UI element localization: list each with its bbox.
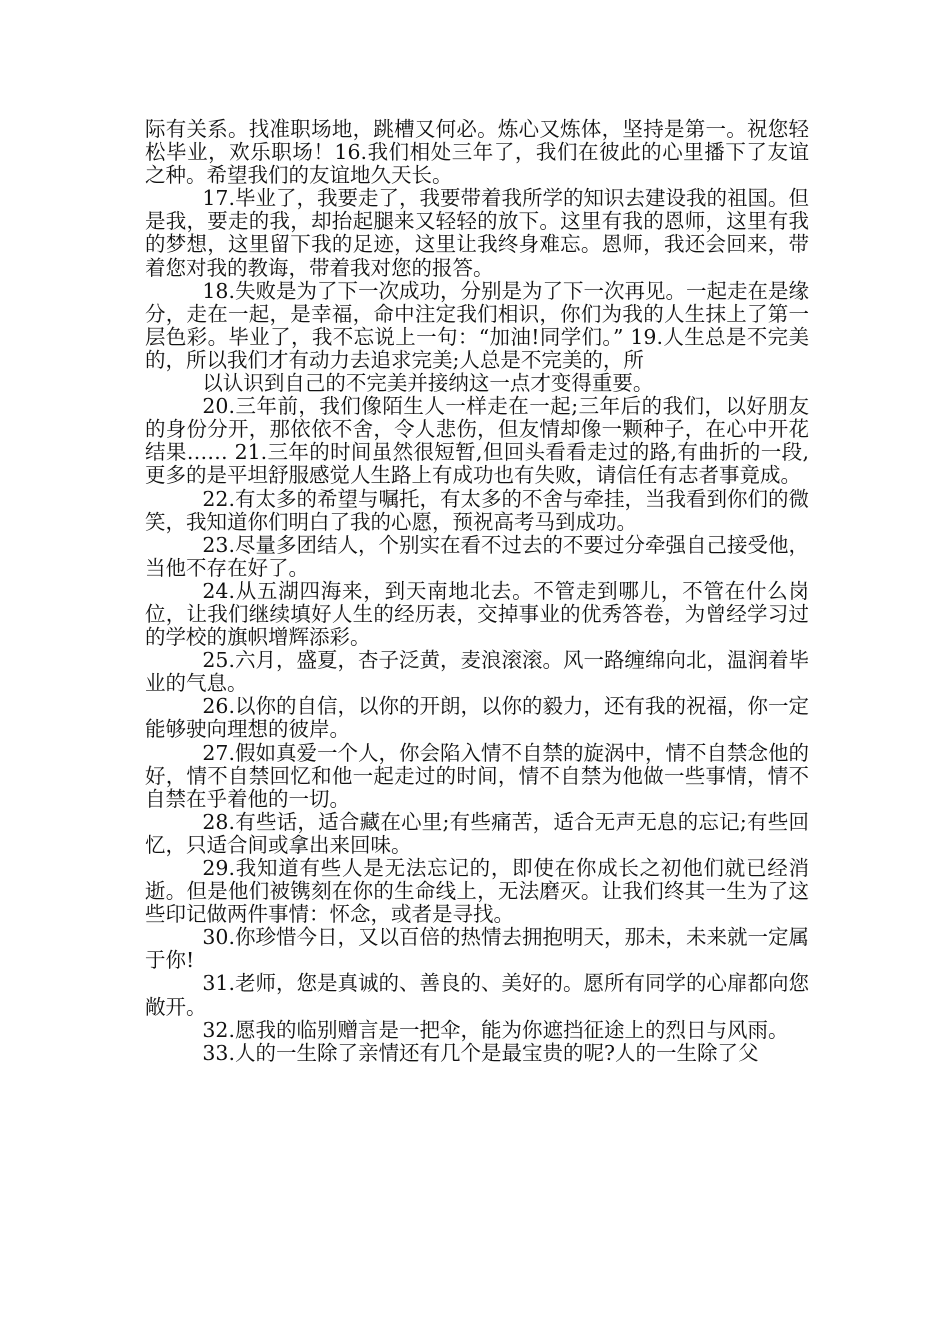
paragraph: 18.失败是为了下一次成功，分别是为了下一次再见。一起走在是缘分，走在一起，是幸福，命中注定我们相识，你们为我的人生抹上了第一层色彩。毕业了，我不忘说上一句：“加油!同学们。” 19.人生总是不完美的，所以我们才有动力去追求完美;人总是不完美的，所: [145, 278, 809, 372]
paragraph: 28.有些话，适合藏在心里;有些痛苦，适合无声无息的忘记;有些回忆，只适合间或拿出来回味。: [145, 809, 809, 857]
paragraph: 33.人的一生除了亲情还有几个是最宝贵的呢?人的一生除了父: [202, 1040, 759, 1065]
paragraph: 以认识到自己的不完美并接纳这一点才变得重要。: [202, 371, 654, 396]
document-body: [145, 118, 809, 1065]
paragraph: 17.毕业了，我要走了，我要带着我所学的知识去建设我的祖国。但是我，要走的我，却抬起腿来又轻轻的放下。这里有我的恩师，这里有我的梦想，这里留下我的足迹，这里让我终身难忘。恩师，我还会回来，带着您对我的教诲，带着我对您的报答。: [145, 186, 809, 280]
paragraph: 23.尽量多团结人，个别实在看不过去的不要过分牵强自己接受他，当他不存在好了。: [145, 532, 809, 580]
paragraph: 22.有太多的希望与嘱托，有太多的不舍与牵挂，当我看到你们的微笑，我知道你们明白了我的心愿，预祝高考马到成功。: [145, 486, 809, 534]
paragraph: 际有关系。找准职场地，跳槽又何必。炼心又炼体，坚持是第一。祝您轻松毕业，欢乐职场！16.我们相处三年了，我们在彼此的心里播下了友谊之种。希望我们的友谊地久天长。: [145, 117, 809, 188]
paragraph: 20.三年前，我们像陌生人一样走在一起;三年后的我们，以好朋友的身份分开，那依依不舍，令人悲伤，但友情却像一颗种子，在心中开花结果…… 21.三年的时间虽然很短暂,但回头看看走过的路,有曲折的一段,更多的是平坦舒服感觉人生路上有成功也有失败，请信任有志者事竟成。: [145, 394, 809, 488]
paragraph: 30.你珍惜今日，又以百倍的热情去拥抱明天，那未，未来就一定属于你!: [145, 925, 809, 973]
paragraph: 31.老师，您是真诚的、善良的、美好的。愿所有同学的心扉都向您敞开。: [145, 971, 809, 1019]
paragraph: 27.假如真爱一个人，你会陷入情不自禁的旋涡中，情不自禁念他的好，情不自禁回忆和他一起走过的时间，情不自禁为他做一些事情，情不自禁在乎着他的一切。: [145, 740, 809, 811]
paragraph: 26.以你的自信，以你的开朗，以你的毅力，还有我的祝福，你一定能够驶向理想的彼岸。: [145, 694, 809, 742]
paragraph: 25.六月，盛夏，杏子泛黄，麦浪滚滚。风一路缠绵向北，温润着毕业的气息。: [145, 648, 809, 696]
paragraph: 24.从五湖四海来，到天南地北去。不管走到哪儿，不管在什么岗位，让我们继续填好人生的经历表，交掉事业的优秀答卷，为曾经学习过的学校的旗帜增辉添彩。: [145, 578, 809, 650]
paragraph: 29.我知道有些人是无法忘记的，即使在你成长之初他们就已经消逝。但是他们被镌刻在你的生命线上，无法磨灭。让我们终其一生为了这些印记做两件事情：怀念，或者是寻找。: [145, 856, 809, 927]
paragraph: 32.愿我的临别赠言是一把伞，能为你遮挡征途上的烈日与风雨。: [202, 1017, 789, 1042]
